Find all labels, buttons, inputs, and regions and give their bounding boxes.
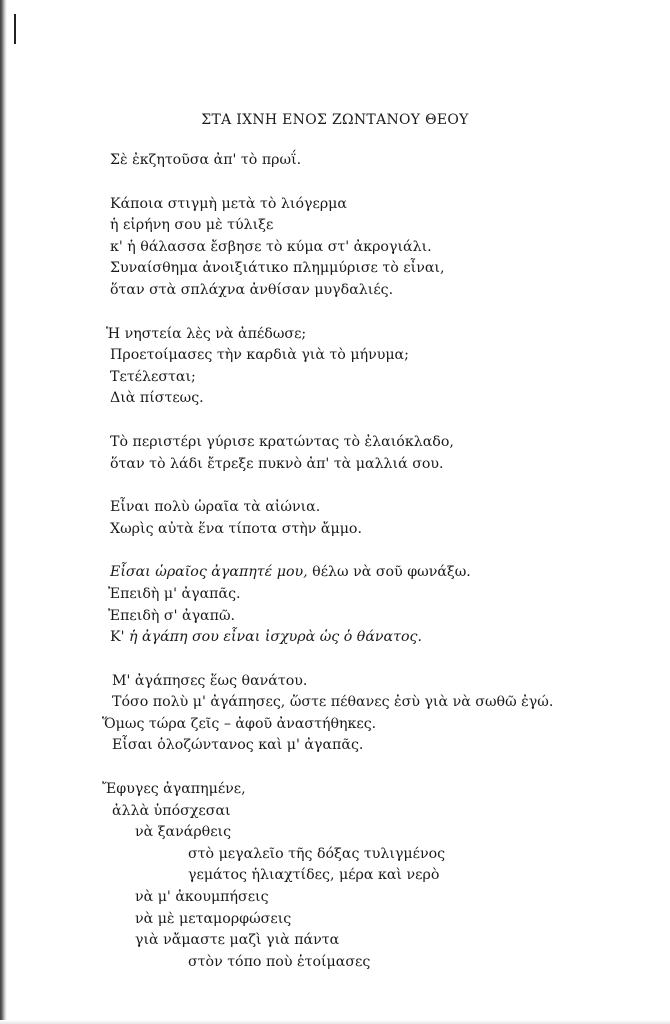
poem-line: κ' ἡ θάλασσα ἔσβησε τὸ κύμα στ' ἀκρογιάλι. bbox=[110, 238, 432, 255]
poem-line: Μ' ἀγάπησες ἕως θανάτου. bbox=[112, 672, 308, 689]
poem-line: ὅταν τὸ λάδι ἔτρεξε πυκνὸ ἀπ' τὰ μαλλιά σου. bbox=[110, 455, 444, 472]
poem-line: Τὸ περιστέρι γύρισε κρατώντας τὸ ἐλαιόκλαδο, bbox=[110, 433, 454, 450]
poem-line: Ἐπειδὴ σ' ἀγαπῶ. bbox=[108, 607, 236, 624]
poem-line: γεμάτος ἡλιαχτίδες, μέρα καὶ νερὸ bbox=[188, 867, 440, 884]
poem-line-italic: Εἶσαι ὡραῖος ἀγαπητέ μου, bbox=[110, 564, 308, 581]
poem-line: Σὲ ἐκζητοῦσα ἀπ' τὸ πρωΐ. bbox=[110, 152, 302, 168]
poem-line: Ὅμως τώρα ζεῖς – ἀφοῦ ἀναστήθηκες. bbox=[102, 715, 377, 732]
poem-line: Κάποια στιγμὴ μετὰ τὸ λιόγερμα bbox=[110, 195, 347, 212]
poem-line: ὅταν στὰ σπλάχνα ἀνθίσαν μυγδαλιές. bbox=[110, 281, 394, 298]
poem-line: Τετέλεσται; bbox=[110, 368, 196, 385]
stanza-break bbox=[110, 172, 630, 194]
poem-line: Τόσο πολὺ μ' ἀγάπησες, ὥστε πέθανες ἐσὺ γιὰ νὰ σωθῶ ἐγώ. bbox=[112, 694, 554, 711]
poem-line: ἀλλὰ ὑπόσχεσαι bbox=[112, 802, 231, 819]
stanza-break bbox=[110, 540, 630, 562]
poem-line: στὸ μεγαλεῖο τῆς δόξας τυλιγμένος bbox=[188, 845, 446, 862]
stanza-break bbox=[110, 410, 630, 432]
poem-line: στὸν τόπο ποὺ ἑτοίμασες bbox=[188, 953, 371, 970]
stanza-break bbox=[110, 475, 630, 497]
poem-line: Διὰ πίστεως. bbox=[110, 390, 204, 407]
stanza-break bbox=[110, 302, 630, 324]
poem-line: Ἡ νηστεία λὲς νὰ ἀπέδωσε; bbox=[106, 325, 307, 342]
scan-edge-mark bbox=[14, 14, 16, 44]
poem-line: Συναίσθημα ἀνοιξιάτικο πλημμύρισε τὸ εἶναι, bbox=[110, 260, 445, 277]
poem-line: Εἶναι πολὺ ὡραῖα τὰ αἰώνια. bbox=[110, 499, 321, 516]
poem-line: Ἐπειδὴ μ' ἀγαπᾶς. bbox=[108, 585, 241, 602]
stanza-break bbox=[110, 649, 630, 671]
poem-line: νὰ ξανάρθεις bbox=[135, 824, 232, 841]
page-binding-edge bbox=[0, 0, 7, 1024]
poem-line-italic: ἡ ἀγάπη σου εἶναι ἰσχυρὰ ὡς ὁ θάνατος. bbox=[129, 629, 422, 646]
poem-line: Προετοίμασες τὴν καρδιὰ γιὰ τὸ μήνυμα; bbox=[110, 347, 409, 364]
poem-line: γιὰ νἄμαστε μαζὶ γιὰ πάντα bbox=[135, 932, 340, 949]
poem-line: νὰ μ' ἀκουμπήσεις bbox=[135, 889, 269, 906]
poem-line bbox=[110, 562, 630, 584]
poem-line-start: Κ' bbox=[110, 629, 130, 646]
poem-body bbox=[102, 150, 630, 973]
poem-title: ΣΤΑ ΙΧΝΗ ΕΝΟΣ ΖΩΝΤΑΝΟΥ ΘΕΟΥ bbox=[201, 112, 469, 128]
poem-line: νὰ μὲ μεταμορφώσεις bbox=[135, 910, 292, 927]
poem-line: ἡ εἰρήνη σου μὲ τύλιξε bbox=[110, 217, 274, 234]
page-bottom-shade bbox=[0, 1020, 670, 1024]
poem-line-rest: θέλω νὰ σοῦ φωνάξω. bbox=[307, 564, 471, 581]
poem-line: Χωρὶς αὐτὰ ἕνα τίποτα στὴν ἄμμο. bbox=[110, 520, 362, 537]
poem-line bbox=[110, 627, 630, 649]
stanza-break bbox=[110, 757, 630, 779]
poem-line: Εἶσαι ὁλοζώντανος καὶ μ' ἀγαπᾶς. bbox=[112, 737, 364, 754]
poem-line: Ἔφυγες ἀγαπημένε, bbox=[102, 781, 246, 798]
